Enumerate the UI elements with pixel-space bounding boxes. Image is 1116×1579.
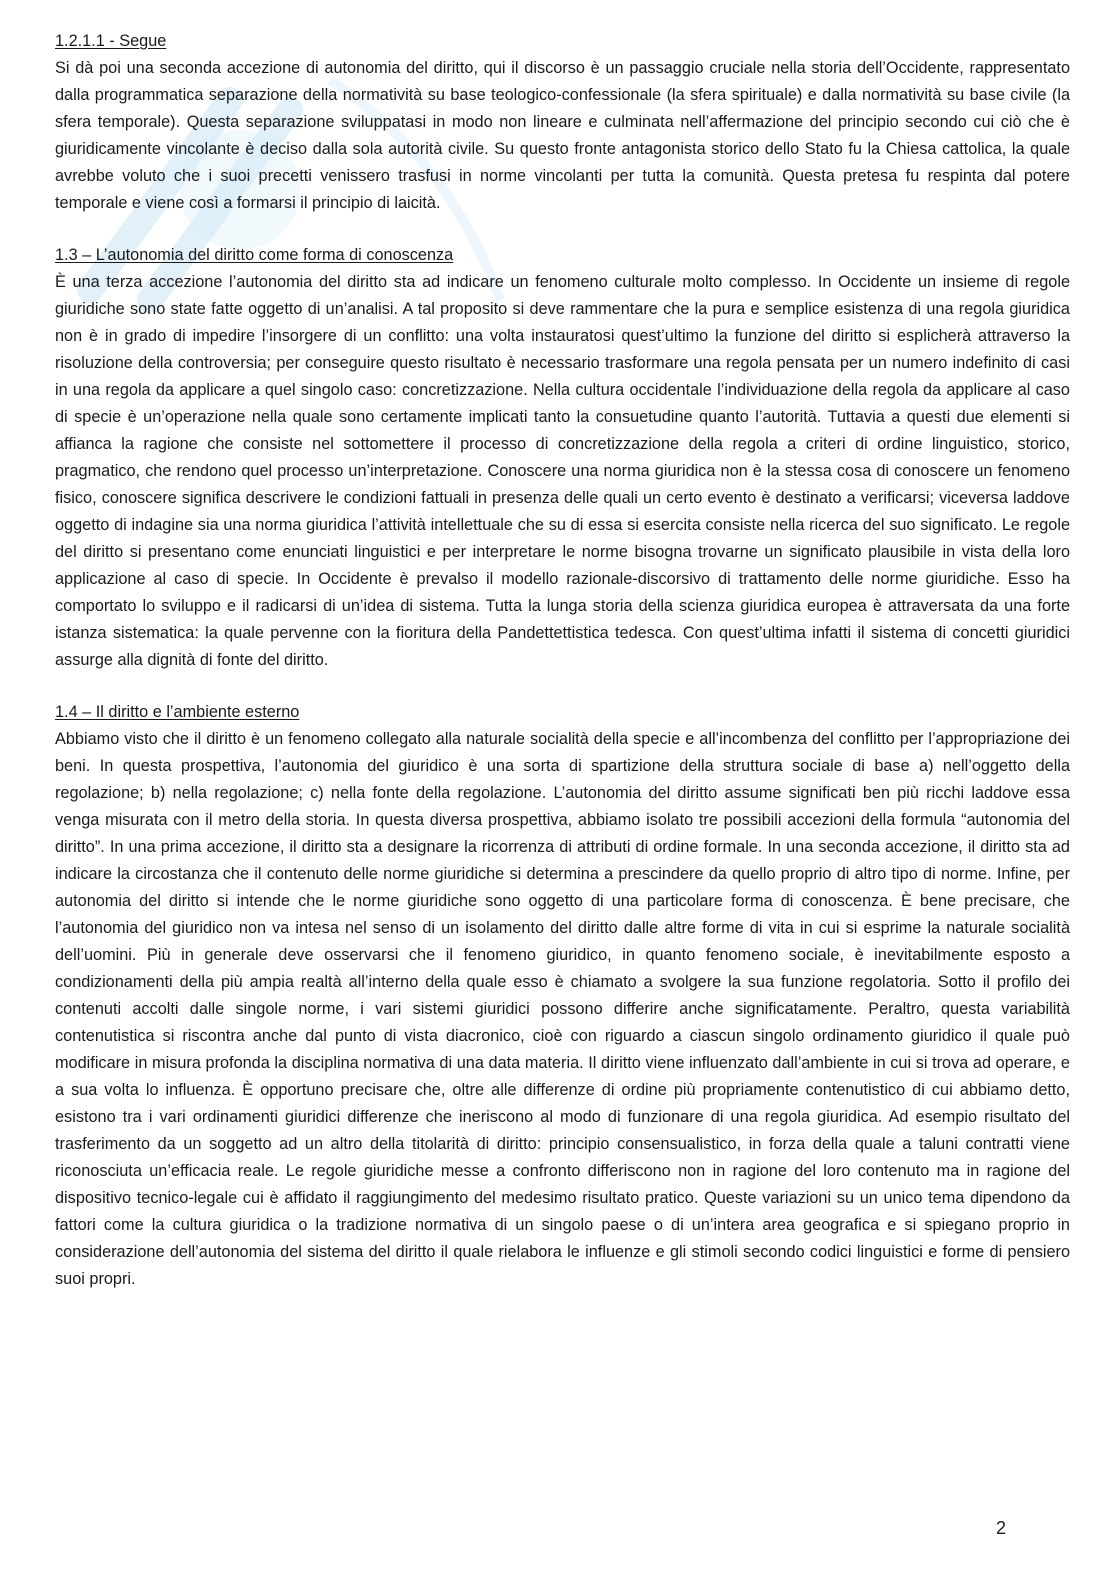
section-segue	[55, 28, 1070, 217]
document-page	[55, 28, 1070, 1318]
page-number: 2	[995, 1518, 1006, 1538]
section-paragraph: Si dà poi una seconda accezione di autonomia del diritto, qui il discorso è un passaggio cruciale nella storia dell’Occidente, rappresentato dalla programmatica separazione della normatività su base teologico-confessionale (la sfera spirituale) e dalla normatività su base civile (la sfera temporale). Questa separazione sviluppatasi in modo non lineare e culminata nell’affermazione del principio secondo cui ciò che è giuridicamente vincolante è deciso dalla sola autorità civile. Su questo fronte antagonista storico dello Stato fu la Chiesa cattolica, la quale avrebbe voluto che i suoi precetti venissero trasfusi in norme vincolanti per tutta la comunità. Questa pretesa fu respinta dal potere temporale e viene così a formarsi il principio di laicità.	[55, 59, 1070, 212]
section-autonomia-conoscenza	[55, 242, 1070, 674]
section-paragraph: È una terza accezione l’autonomia del diritto sta ad indicare un fenomeno culturale molto complesso. In Occidente un insieme di regole giuridiche sono state fatte oggetto di un’analisi. A tal proposito si deve rammentare che la pura e semplice esistenza di una regola giuridica non è in grado di impedire l’insorgere di un conflitto: una volta instauratosi quest’ultimo la funzione del diritto si esplicherà attraverso la risoluzione della controversia; per conseguire questo risultato è necessario trasformare una regola pensata per un numero indefinito di casi in una regola da applicare a quel singolo caso: concretizzazione. Nella cultura occidentale l’individuazione della regola da applicare al caso di specie è un’operazione nella quale sono certamente implicati tanto la consuetudine quanto l’autorità. Tuttavia a questi due elementi si affianca la ragione che consiste nel sottomettere il processo di concretizzazione della regola a criteri di ordine linguistico, storico, pragmatico, che rendono quel processo un’interpretazione. Conoscere una norma giuridica non è la stessa cosa di conoscere un fenomeno fisico, conoscere significa descrivere le condizioni fattuali in presenza delle quali un certo evento è destinato a verificarsi; viceversa laddove oggetto di indagine sia una norma giuridica l’attività intellettuale che su di essa si esercita consiste nella ricerca del suo significato. Le regole del diritto si presentano come enunciati linguistici e per interpretare le norme bisogna trovarne un significato plausibile in vista della loro applicazione al caso di specie. In Occidente è prevalso il modello razionale-discorsivo di trattamento delle norme giuridiche. Esso ha comportato lo sviluppo e il radicarsi di un’idea di sistema. Tutta la lunga storia della scienza giuridica europea è attraversata da una forte istanza sistematica: la quale pervenne con la fioritura della Pandettettistica tedesca. Con quest’ultima infatti il sistema di concetti giuridici assurge alla dignità di fonte del diritto.	[55, 273, 1070, 669]
section-ambiente-esterno	[55, 699, 1070, 1293]
section-heading: 1.3 – L’autonomia del diritto come forma di conoscenza	[55, 246, 454, 264]
section-heading: 1.4 – Il diritto e l’ambiente esterno	[55, 703, 300, 721]
section-heading: 1.2.1.1 - Segue	[55, 32, 167, 50]
section-paragraph: Abbiamo visto che il diritto è un fenomeno collegato alla naturale socialità della specie e all’incombenza del conflitto per l’appropriazione dei beni. In questa prospettiva, l’autonomia del giuridico è una sorta di spartizione della struttura sociale di base a) nell’oggetto della regolazione; b) nella regolazione; c) nella fonte della regolazione. L’autonomia del diritto assume significati ben più ricchi laddove essa venga misurata con il metro della storia. In questa diversa prospettiva, abbiamo isolato tre possibili accezioni della formula “autonomia del diritto”. In una prima accezione, il diritto sta a designare la ricorrenza di attributi di ordine formale. In una seconda accezione, il diritto sta ad indicare la circostanza che il contenuto delle norme giuridiche si determina a prescindere da quello proprio di altro tipo di norme. Infine, per autonomia del diritto si intende che le norme giuridiche sono oggetto di una particolare forma di conoscenza. È bene precisare, che l’autonomia del giuridico non va intesa nel senso di un isolamento del diritto dalle altre forme di vita in cui si esprime la naturale socialità dell’uomini. Più in generale deve osservarsi che il fenomeno giuridico, in quanto fenomeno sociale, è inevitabilmente esposto a condizionamenti della più ampia realtà all’interno della quale esso è chiamato a svolgere la sua funzione regolatoria. Sotto il profilo dei contenuti accolti dalle singole norme, i vari sistemi giuridici possono differire anche significatamente. Peraltro, questa variabilità contenutistica si riscontra anche dal punto di vista diacronico, cioè con riguardo a ciascun singolo ordinamento giuridico il quale può modificare in misura profonda la disciplina normativa di una data materia. Il diritto viene influenzato dall’ambiente in cui si trova ad operare, e a sua volta lo influenza. È opportuno precisare che, oltre alle differenze di ordine più propriamente contenutistico di cui abbiamo detto, esistono tra i vari ordinamenti giuridici differenze che ineriscono al modo di funzionare di una regola giuridica. Ad esempio risultato del trasferimento da un soggetto ad un altro della titolarità di diritto: principio consensualistico, in forza della quale a taluni contratti viene riconosciuta un’efficacia reale. Le regole giuridiche messe a confronto differiscono non in ragione del loro contenuto ma in ragione del dispositivo tecnico-legale cui è affidato il raggiungimento del medesimo risultato pratico. Queste variazioni su un unico tema dipendono da fattori come la cultura giuridica o la tradizione normativa di un singolo paese o di un’intera area geografica e si spiegano proprio in considerazione dell’autonomia del sistema del diritto il quale rielabora le influenze e gli stimoli secondo codici linguistici e forme di pensiero suoi propri.	[55, 730, 1070, 1288]
